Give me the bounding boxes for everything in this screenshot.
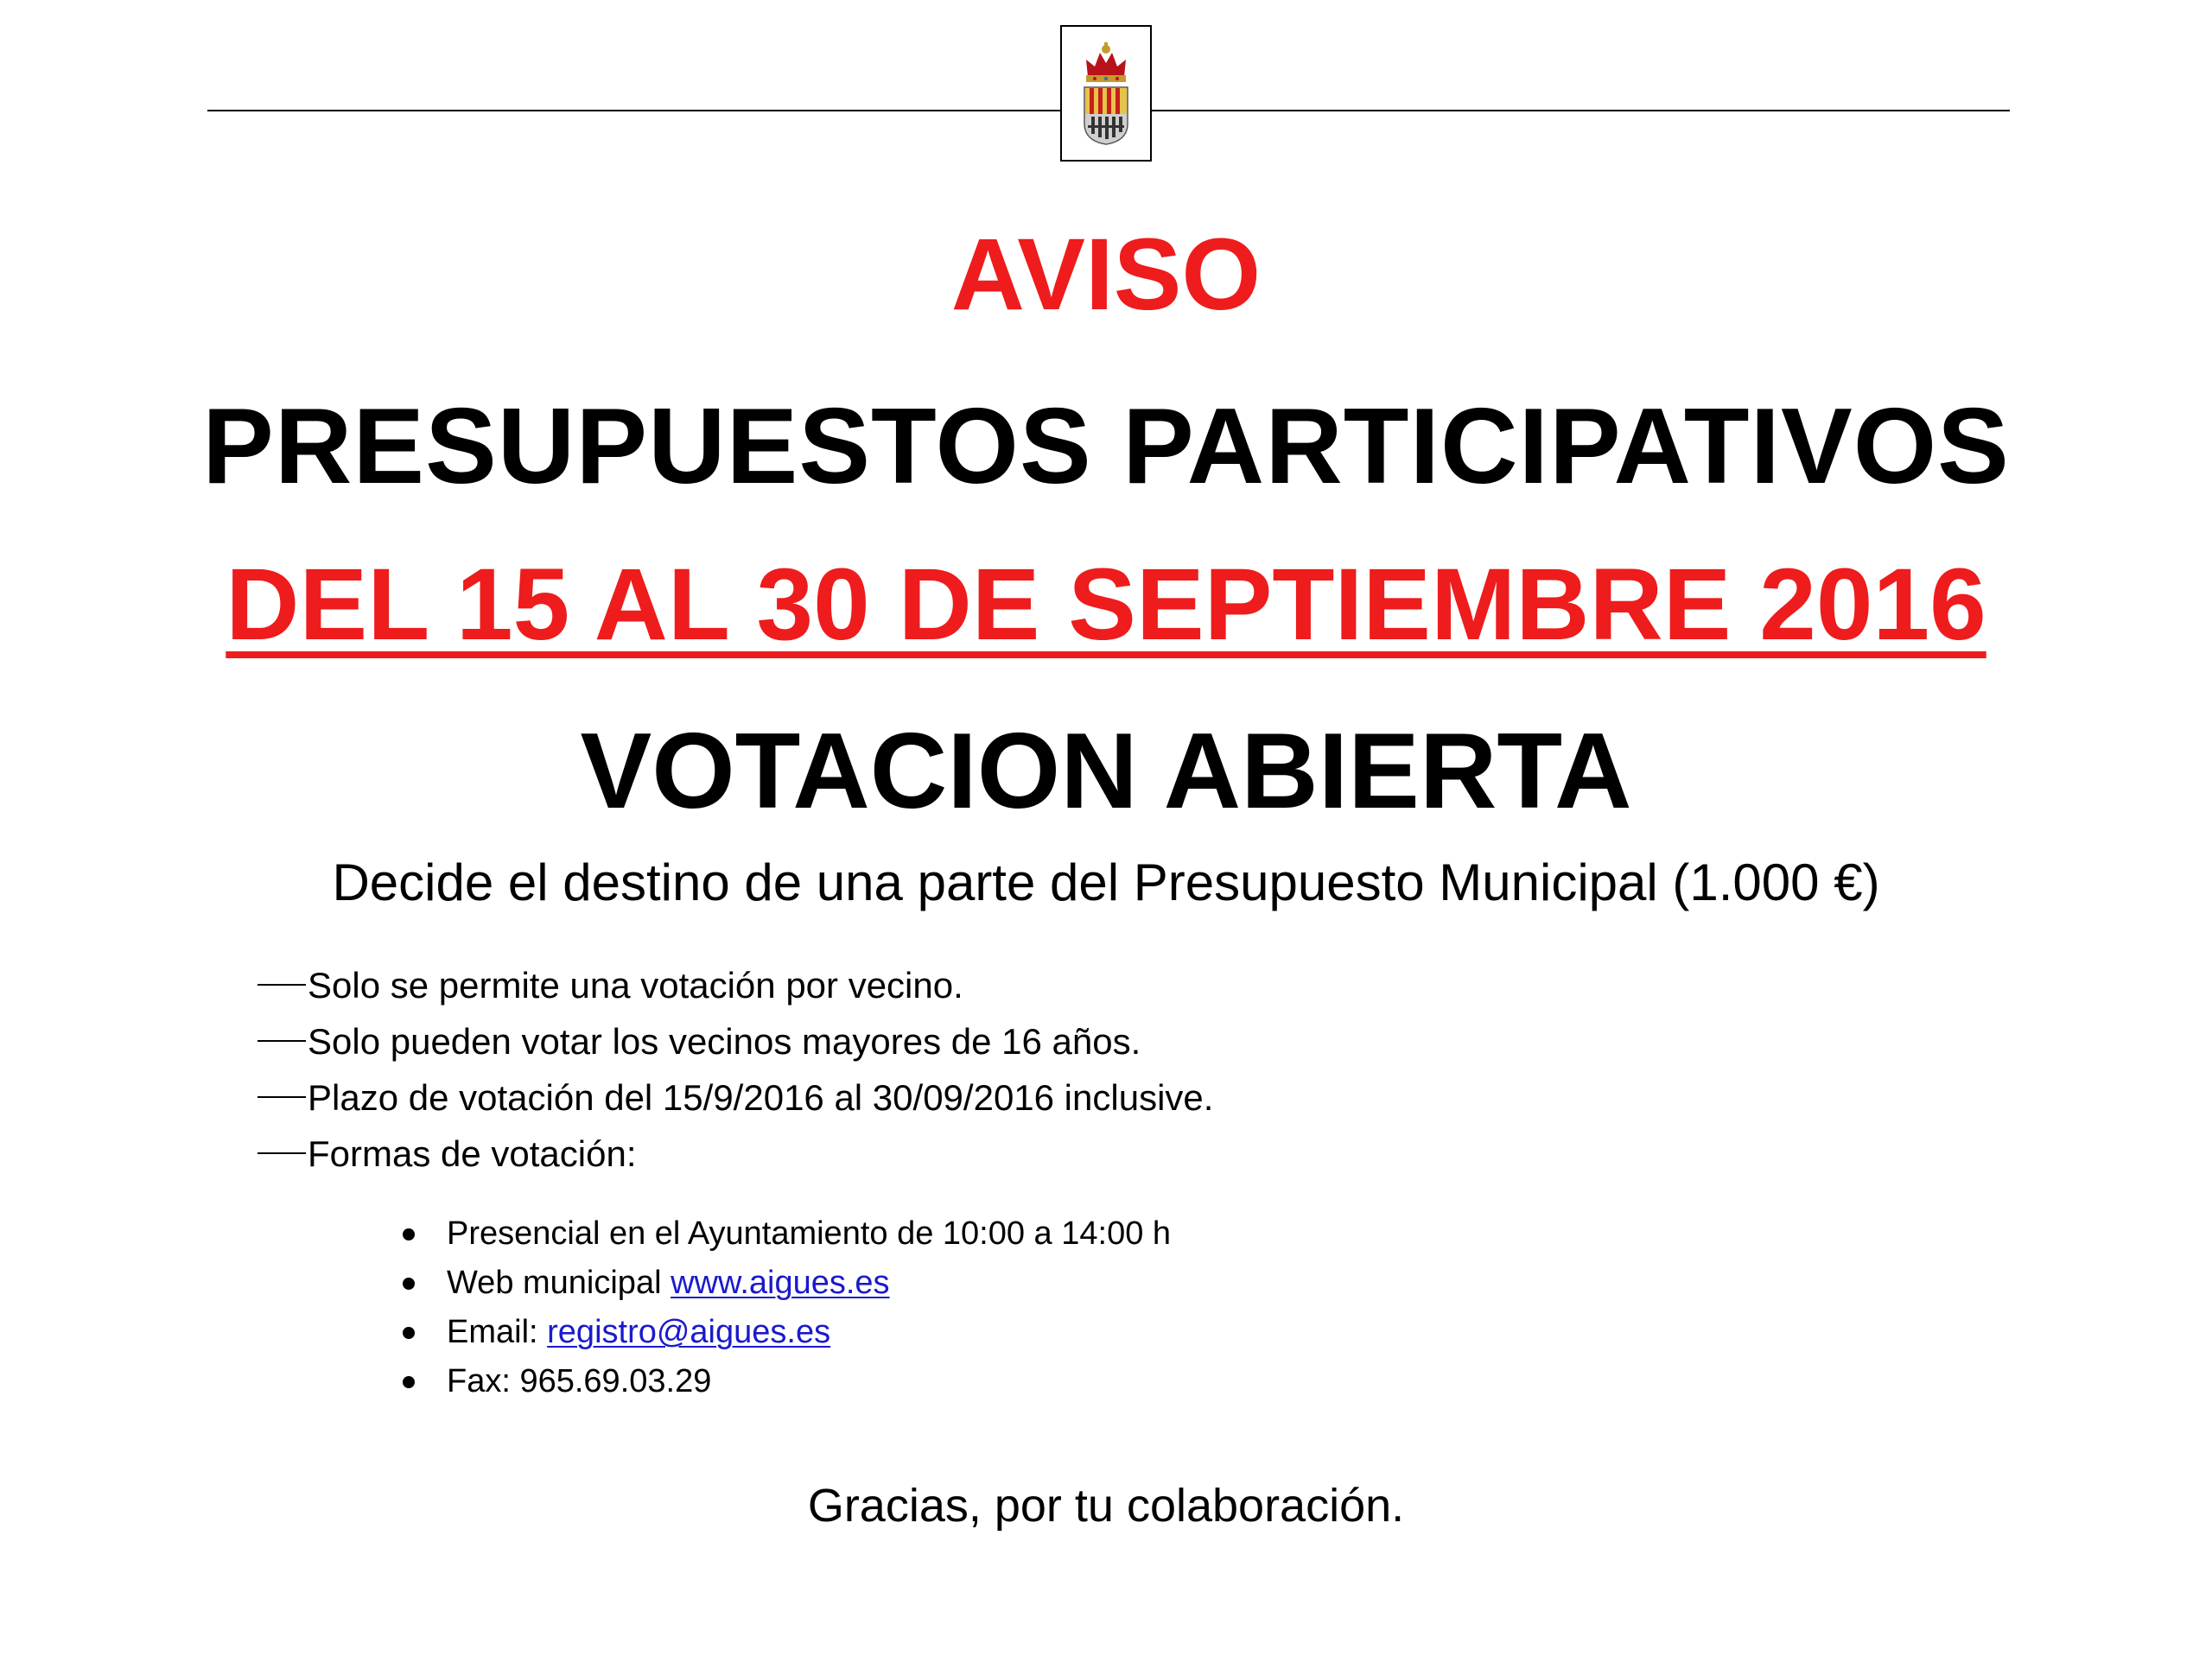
dash-icon <box>257 1096 306 1098</box>
subtitle: Decide el destino de una parte del Presupuesto Municipal (1.000 €) <box>332 853 1880 911</box>
bullet-icon <box>403 1327 415 1339</box>
page-title: PRESUPUESTOS PARTICIPATIVOS <box>202 387 2010 506</box>
date-range-text: DEL 15 AL 30 DE SEPTIEMBRE 2016 <box>226 548 1986 662</box>
rule-text: Solo pueden votar los vecinos mayores de 16 años. <box>308 1021 1141 1062</box>
rule-item <box>257 1126 1213 1182</box>
thanks-message: Gracias, por tu colaboración. <box>807 1480 1405 1532</box>
dash-icon <box>257 1152 306 1154</box>
bullet-icon <box>403 1228 415 1240</box>
rule-item <box>257 1069 1213 1126</box>
email-link[interactable]: registro@aigues.es <box>547 1314 831 1350</box>
method-text: Presencial en el Ayuntamiento de 10:00 a 14:00 h <box>447 1215 1172 1252</box>
web-link[interactable]: www.aigues.es <box>671 1265 890 1301</box>
bullet-icon <box>403 1376 415 1388</box>
method-item-web <box>397 1259 1171 1308</box>
method-item-fax <box>397 1357 1171 1406</box>
method-item-presencial <box>397 1209 1171 1259</box>
rule-text: Solo se permite una votación por vecino. <box>308 965 963 1006</box>
rules-list <box>257 957 1213 1182</box>
dash-icon <box>257 984 306 986</box>
coat-of-arms-icon <box>1079 39 1133 148</box>
rule-item <box>257 1013 1213 1069</box>
dash-icon <box>257 1040 306 1042</box>
notice-heading: AVISO <box>950 218 1262 332</box>
crest-frame <box>1060 25 1152 162</box>
voting-status: VOTACION ABIERTA <box>580 712 1632 831</box>
date-range <box>0 544 2212 665</box>
method-item-email <box>397 1308 1171 1357</box>
method-label: Email: <box>447 1314 548 1350</box>
rule-text: Formas de votación: <box>308 1133 637 1174</box>
method-label: Web municipal <box>447 1265 671 1301</box>
rule-item <box>257 957 1213 1013</box>
rule-text: Plazo de votación del 15/9/2016 al 30/09/2016 inclusive. <box>308 1077 1214 1118</box>
voting-methods-list <box>397 1209 1171 1406</box>
method-text: Fax: 965.69.03.29 <box>447 1363 712 1399</box>
bullet-icon <box>403 1278 415 1290</box>
